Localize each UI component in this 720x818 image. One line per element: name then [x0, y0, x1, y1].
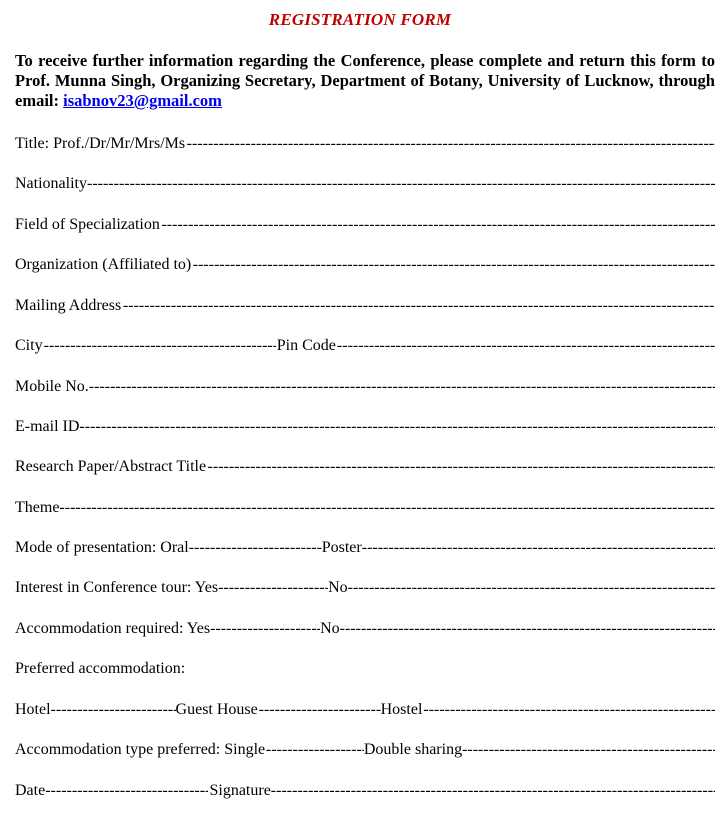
- date-signature-row: [15, 780, 715, 802]
- mode-poster-label: Poster: [321, 539, 362, 556]
- nationality-row: [15, 173, 715, 195]
- organization-row: [15, 254, 715, 276]
- accommodation-options-row: [15, 699, 715, 721]
- email-id-label: E-mail ID: [15, 418, 80, 435]
- organization-blank[interactable]: [193, 254, 715, 276]
- tour-no-blank[interactable]: [348, 577, 715, 599]
- tour-yes-blank[interactable]: [218, 577, 328, 599]
- theme-blank[interactable]: [59, 497, 715, 519]
- form-title: REGISTRATION FORM: [268, 10, 452, 29]
- date-label: Date: [15, 782, 46, 799]
- tour-yes-label: Interest in Conference tour: Yes: [15, 579, 219, 596]
- mode-oral-label: Mode of presentation: Oral: [15, 539, 189, 556]
- oral-blank[interactable]: [189, 537, 322, 559]
- accommodation-type-row: [15, 739, 715, 761]
- double-sharing-label: Double sharing: [363, 741, 463, 758]
- contact-email-link[interactable]: isabnov23@gmail.com: [63, 91, 222, 110]
- accom-yes-label: Accommodation required: Yes: [15, 620, 211, 637]
- intro-text: To receive further information regarding the Conference, please complete and return this form to Prof. Munna Singh, Organizing Secretary, Department of Botany, University of Lucknow, through email:: [15, 51, 715, 110]
- paper-title-label: Research Paper/Abstract Title: [15, 458, 207, 475]
- hostel-label: Hostel: [380, 701, 423, 718]
- double-sharing-blank[interactable]: [462, 739, 715, 761]
- paper-title-row: [15, 456, 715, 478]
- mailing-address-blank[interactable]: [123, 295, 715, 317]
- poster-blank[interactable]: [362, 537, 715, 559]
- city-blank[interactable]: [44, 335, 276, 357]
- nationality-label: Nationality: [15, 175, 87, 192]
- pin-code-label: Pin Code: [276, 337, 336, 354]
- mobile-blank[interactable]: [89, 376, 715, 398]
- organization-label: Organization (Affiliated to): [15, 256, 192, 273]
- single-label: Accommodation type preferred: Single: [15, 741, 266, 758]
- conference-tour-row: [15, 577, 715, 599]
- mobile-row: [15, 376, 715, 398]
- intro-paragraph: [15, 51, 715, 111]
- preferred-accommodation-row: [15, 658, 715, 680]
- hotel-blank[interactable]: [51, 699, 176, 721]
- mailing-address-label: Mailing Address: [15, 297, 122, 314]
- date-blank[interactable]: [45, 780, 208, 802]
- signature-blank[interactable]: [271, 780, 715, 802]
- mobile-label: Mobile No.: [15, 378, 89, 395]
- tour-no-label: No: [328, 579, 348, 596]
- guest-house-blank[interactable]: [259, 699, 381, 721]
- nationality-blank[interactable]: [87, 173, 715, 195]
- presentation-mode-row: [15, 537, 715, 559]
- pin-code-blank[interactable]: [337, 335, 715, 357]
- theme-row: [15, 497, 715, 519]
- guest-house-label: Guest House: [175, 701, 258, 718]
- theme-label: Theme: [15, 499, 60, 516]
- title-field-blank[interactable]: [187, 133, 715, 155]
- title-field-label: Title: Prof./Dr/Mr/Mrs/Ms: [15, 135, 186, 152]
- title-field-row: [15, 133, 715, 155]
- city-pin-row: [15, 335, 715, 357]
- mailing-address-row: [15, 295, 715, 317]
- signature-label: Signature: [209, 782, 271, 799]
- accommodation-required-row: [15, 618, 715, 640]
- specialization-blank[interactable]: [161, 214, 715, 236]
- email-id-blank[interactable]: [79, 416, 715, 438]
- hostel-blank[interactable]: [423, 699, 715, 721]
- specialization-label: Field of Specialization: [15, 216, 160, 233]
- specialization-row: [15, 214, 715, 236]
- accom-no-label: No: [320, 620, 340, 637]
- accom-yes-blank[interactable]: [210, 618, 320, 640]
- hotel-label: Hotel: [15, 701, 51, 718]
- single-blank[interactable]: [266, 739, 364, 761]
- preferred-accommodation-label: Preferred accommodation:: [15, 660, 186, 677]
- email-row: [15, 416, 715, 438]
- paper-title-blank[interactable]: [208, 456, 715, 478]
- accom-no-blank[interactable]: [340, 618, 715, 640]
- city-label: City: [15, 337, 43, 354]
